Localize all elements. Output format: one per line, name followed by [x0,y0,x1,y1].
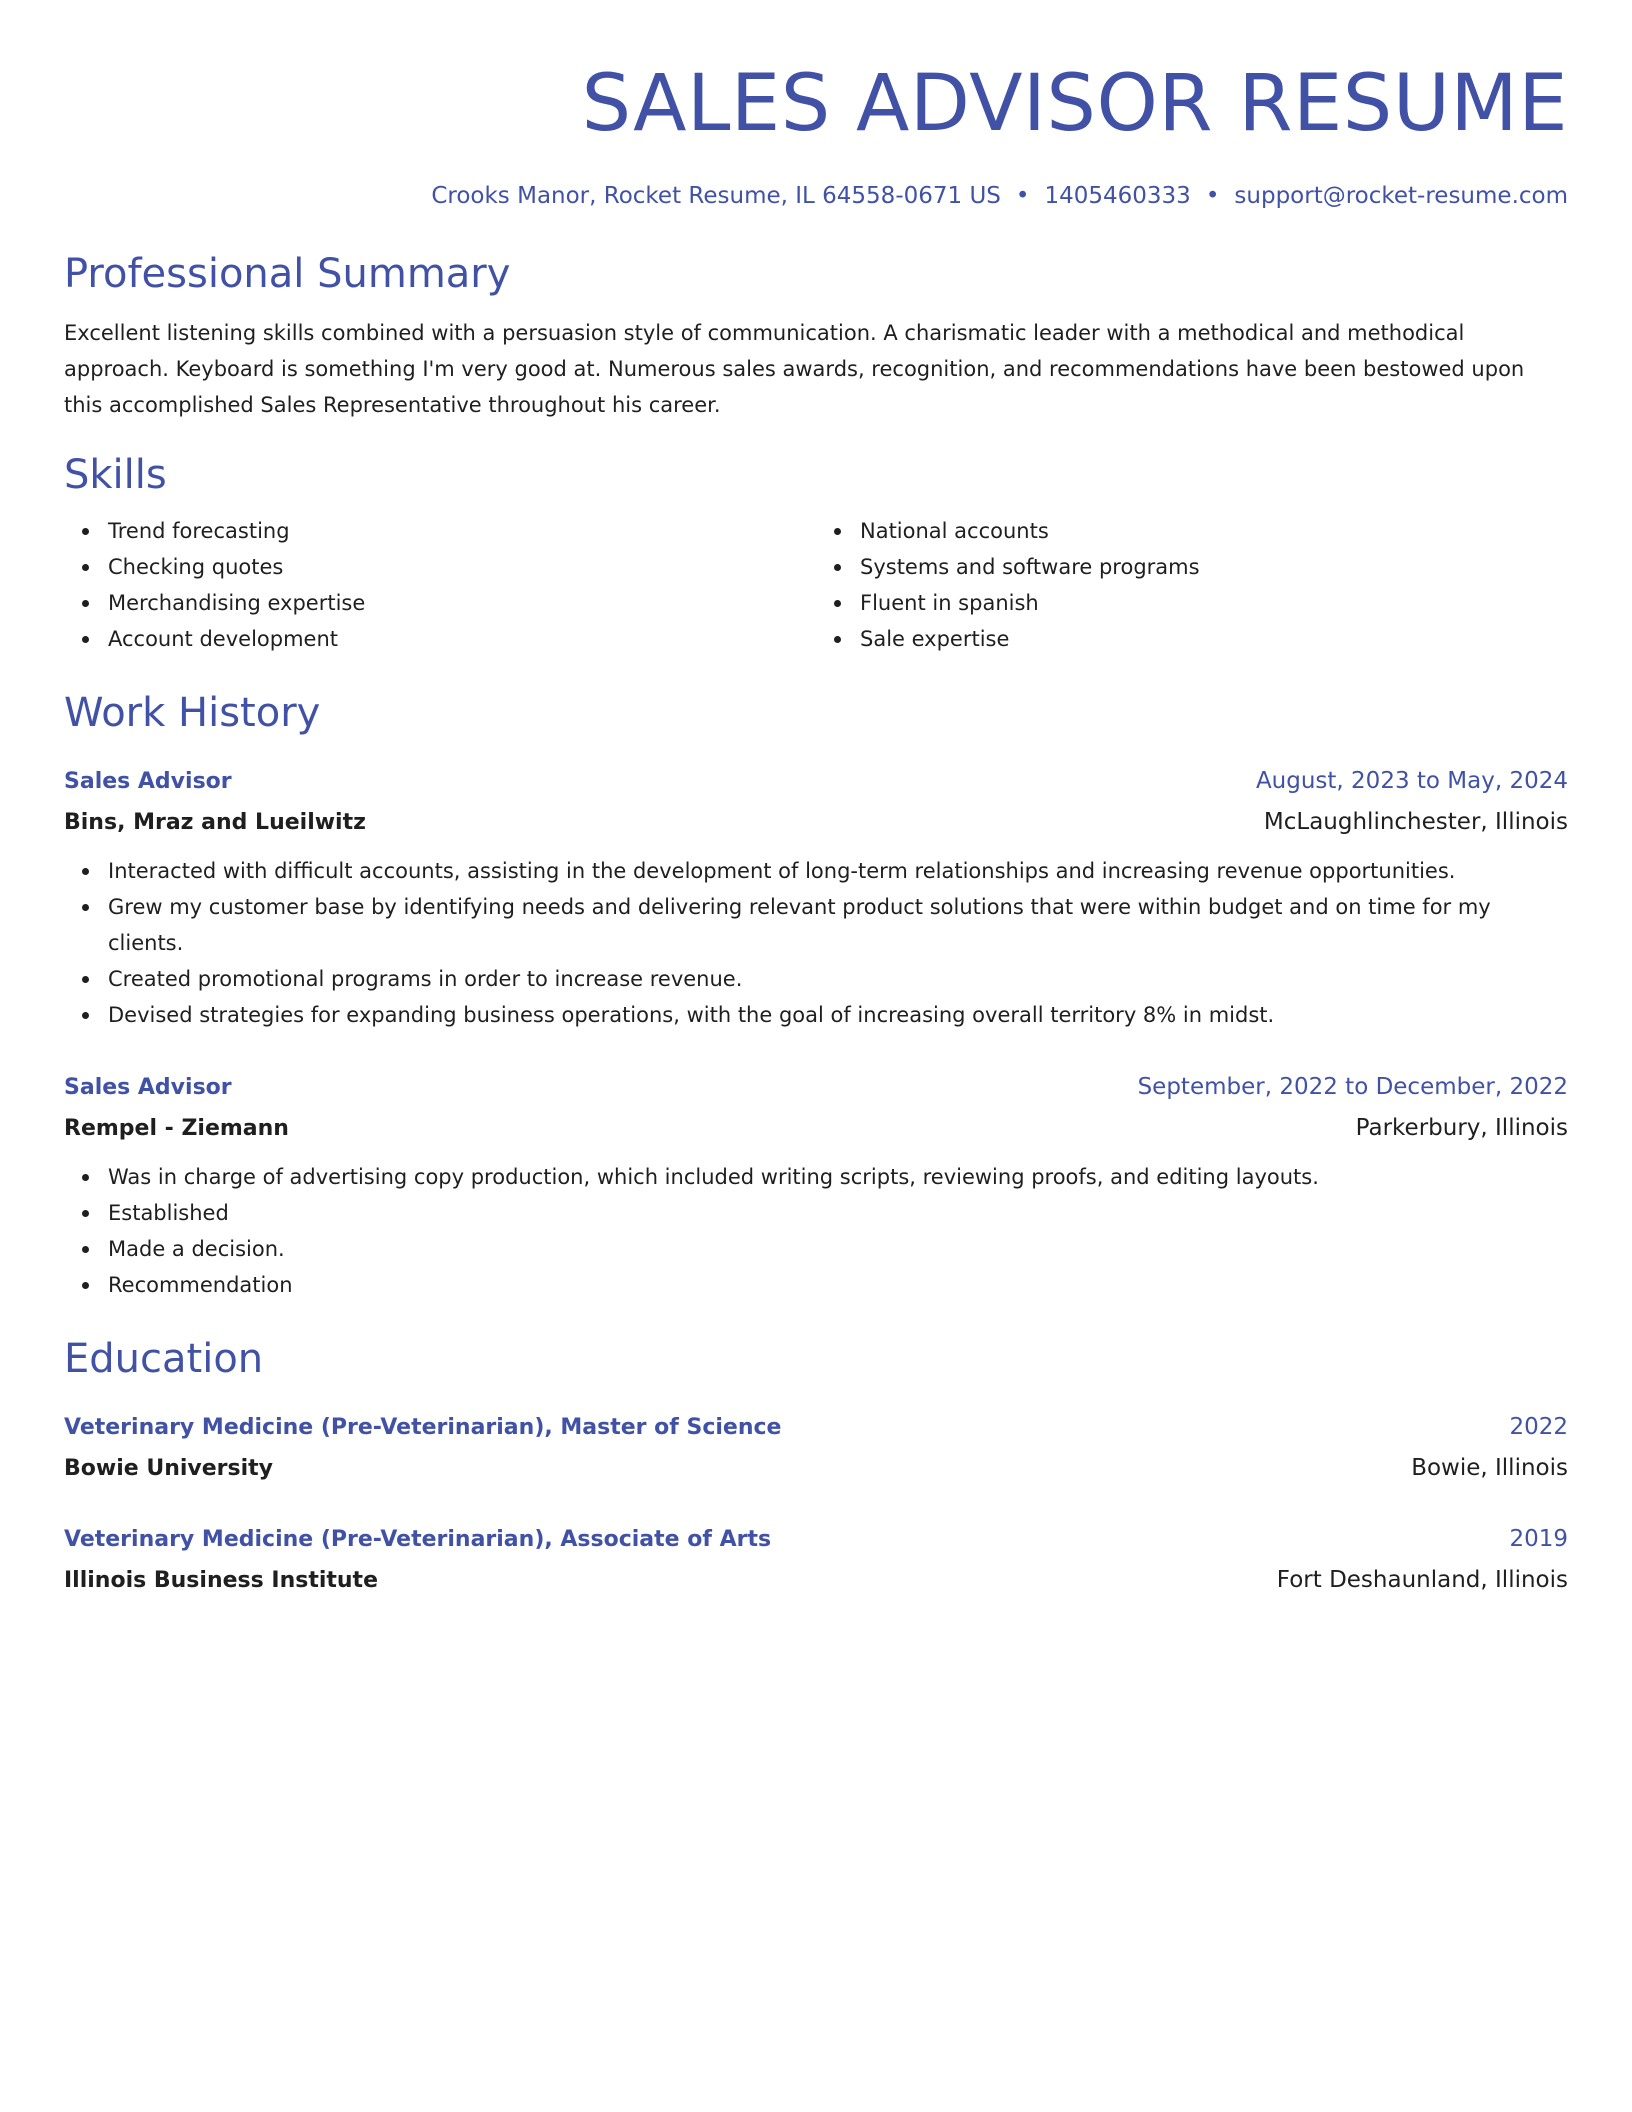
job-company-row [64,802,1568,843]
education-location: Fort Deshaunland, Illinois [1276,1567,1568,1593]
bullet-dot-icon [82,904,89,911]
skill-item [64,513,816,549]
job-bullet [64,997,1568,1033]
education-degree: Veterinary Medicine (Pre-Veterinarian), Master of Science [64,1415,782,1440]
job-bullet [64,1159,1568,1195]
job-bullet [64,961,1568,997]
job-location: McLaughlinchester, Illinois [1263,809,1568,835]
work-history-section [64,687,1568,1303]
job-company-row [64,1108,1568,1149]
skill-label: Account development [108,627,338,651]
education-school-row [64,1560,1568,1601]
bullet-dot-icon [82,1246,89,1253]
job-company: Bins, Mraz and Lueilwitz [64,810,366,835]
job-bullets [64,853,1568,1033]
bullet-dot-icon [82,976,89,983]
job-bullet [64,1195,1568,1231]
skills-heading: Skills [64,452,167,498]
bullet-dot-icon [82,1282,89,1289]
job-dates: September, 2022 to December, 2022 [1137,1074,1568,1100]
skill-label: National accounts [860,519,1049,543]
contact-email: support@rocket-resume.com [1234,183,1568,209]
education-header-row [64,1407,1568,1448]
job-bullet [64,853,1568,889]
skill-item [816,585,1568,621]
bullet-dot-icon [82,528,89,535]
education-section [64,1333,1568,1601]
skill-item [816,549,1568,585]
education-degree: Veterinary Medicine (Pre-Veterinarian), Associate of Arts [64,1527,772,1552]
education-school-row [64,1448,1568,1489]
job-role: Sales Advisor [64,1075,232,1100]
bullet-dot-icon [82,868,89,875]
bullet-dot-icon [834,600,841,607]
summary-heading: Professional Summary [64,251,511,297]
skill-label: Fluent in spanish [860,591,1039,615]
job-bullet-text: Grew my customer base by identifying needs and delivering relevant product solutions that were within budget and on time for my clients. [108,895,1491,955]
education-year: 2019 [1509,1526,1568,1552]
education-location: Bowie, Illinois [1411,1455,1568,1481]
bullet-dot-icon [82,1012,89,1019]
job-bullet-text: Created promotional programs in order to increase revenue. [108,967,743,991]
skill-item [64,549,816,585]
skills-grid [64,513,1568,657]
bullet-dot-icon [82,564,89,571]
job-bullet-text: Established [108,1201,229,1225]
skill-label: Checking quotes [108,555,284,579]
job-location: Parkerbury, Illinois [1355,1115,1568,1141]
job-bullet [64,1267,1568,1303]
summary-section [64,248,1568,423]
bullet-dot-icon [82,600,89,607]
contact-phone: 1405460333 [1044,183,1191,209]
skill-label: Sale expertise [860,627,1010,651]
summary-text: Excellent listening skills combined with a persuasion style of communication. A charismatic leader with a methodical and methodical approach. Keyboard is something I'm very good at. Numerous sales awards, recognition, and recommendations have been bestowed upon this accomplished Sales Representative throughout his career. [64,321,1525,417]
skill-label: Trend forecasting [108,519,290,543]
education-school: Bowie University [64,1456,273,1481]
bullet-dot-icon [834,636,841,643]
job-bullet-text: Recommendation [108,1273,293,1297]
job-role: Sales Advisor [64,769,232,794]
contact-separator: • [1205,183,1220,209]
bullet-dot-icon [834,564,841,571]
skills-column-left [64,513,816,657]
education-year: 2022 [1509,1414,1568,1440]
skill-item [816,621,1568,657]
job-bullet [64,889,1568,961]
bullet-dot-icon [82,636,89,643]
job-entry [64,1067,1568,1303]
skill-label: Merchandising expertise [108,591,366,615]
job-bullet-text: Made a decision. [108,1237,285,1261]
education-header-row [64,1519,1568,1560]
job-entry [64,761,1568,1033]
education-school: Illinois Business Institute [64,1568,378,1593]
contact-line [64,180,1568,212]
contact-separator: • [1015,183,1030,209]
skill-item [64,585,816,621]
skills-section [64,449,1568,657]
bullet-dot-icon [82,1210,89,1217]
job-bullet [64,1231,1568,1267]
job-bullet-text: Devised strategies for expanding business operations, with the goal of increasing overall territory 8% in midst. [108,1003,1275,1027]
education-entry [64,1407,1568,1489]
bullet-dot-icon [834,528,841,535]
skill-label: Systems and software programs [860,555,1200,579]
skill-item [64,621,816,657]
job-company: Rempel - Ziemann [64,1116,289,1141]
job-header-row [64,761,1568,802]
bullet-dot-icon [82,1174,89,1181]
job-bullet-text: Was in charge of advertising copy production, which included writing scripts, reviewing proofs, and editing layouts. [108,1165,1319,1189]
job-bullets [64,1159,1568,1303]
skill-item [816,513,1568,549]
resume-title: SALES ADVISOR RESUME [581,59,1568,149]
work-history-heading: Work History [64,690,321,736]
skills-column-right [816,513,1568,657]
education-entry [64,1519,1568,1601]
contact-address: Crooks Manor, Rocket Resume, IL 64558-0671 US [431,183,1001,209]
job-header-row [64,1067,1568,1108]
education-heading: Education [64,1336,264,1382]
job-bullet-text: Interacted with difficult accounts, assisting in the development of long-term relationships and increasing revenue opportunities. [108,859,1456,883]
job-dates: August, 2023 to May, 2024 [1255,768,1568,794]
